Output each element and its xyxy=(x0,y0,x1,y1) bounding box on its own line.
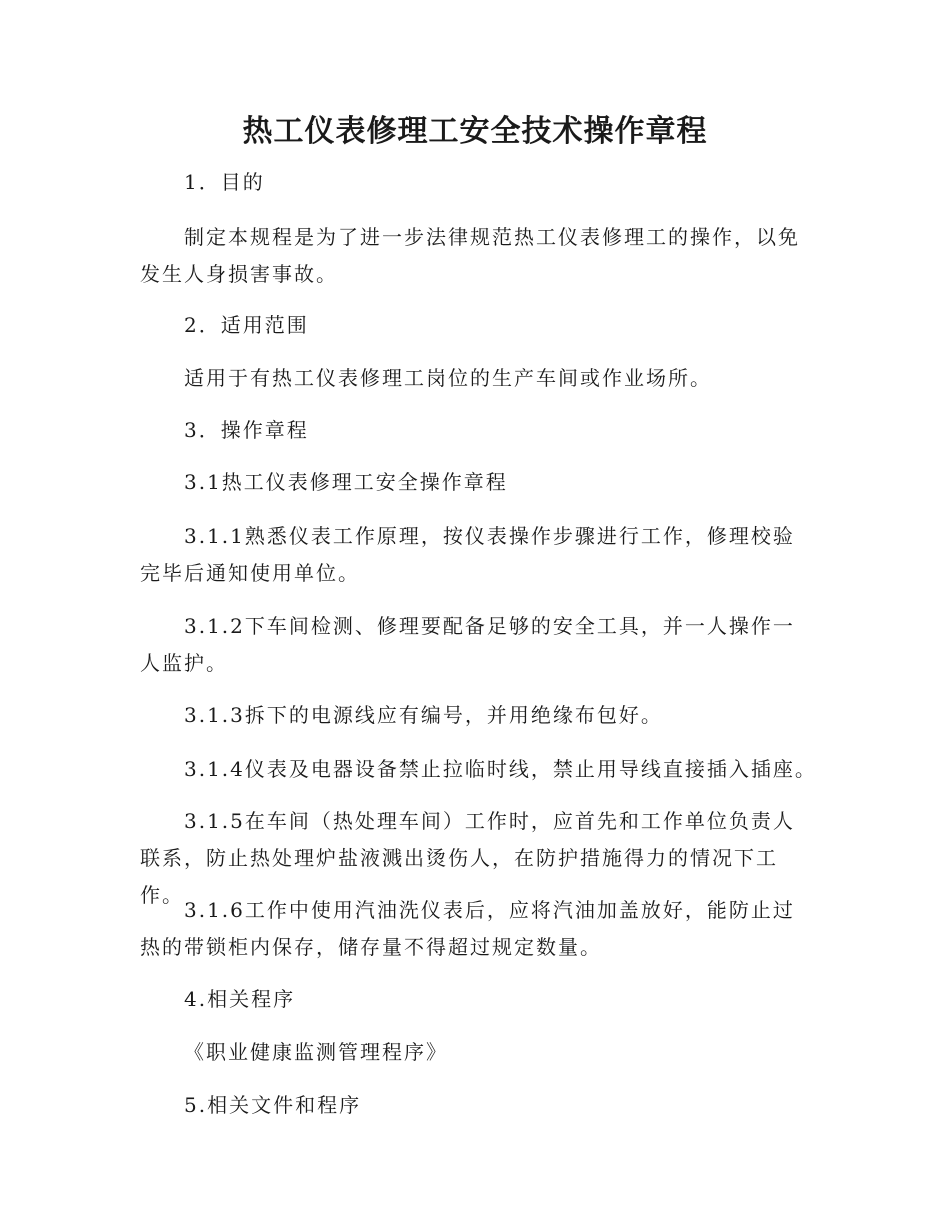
related-procedure-item: 《职业健康监测管理程序》 xyxy=(184,1040,448,1064)
clause-3-1-2: 3.1.2下车间检测、修理要配备足够的安全工具，并一人操作一人监护。 xyxy=(140,614,795,675)
section-heading-related-documents: 5.相关文件和程序 xyxy=(184,1093,362,1117)
clause-3-1-3: 3.1.3拆下的电源线应有编号，并用绝缘布包好。 xyxy=(184,703,663,727)
subsection-heading-3-1: 3.1热工仪表修理工安全操作章程 xyxy=(184,470,508,494)
section-heading-related-procedures: 4.相关程序 xyxy=(184,987,296,1011)
clause-3-1-5: 3.1.5在车间（热处理车间）工作时，应首先和工作单位负责人联系，防止热处理炉盐液溅出烫伤人，在防护措施得力的情况下工作。 xyxy=(140,809,795,907)
section-heading-purpose: 1．目的 xyxy=(184,170,265,194)
paragraph-purpose: 制定本规程是为了进一步法律规范热工仪表修理工的操作，以免发生人身损害事故。 xyxy=(140,225,800,286)
clause-3-1-4: 3.1.4仪表及电器设备禁止拉临时线，禁止用导线直接插入插座。 xyxy=(184,757,817,781)
paragraph-scope: 适用于有热工仪表修理工岗位的生产车间或作业场所。 xyxy=(184,366,712,390)
clause-3-1-1: 3.1.1熟悉仪表工作原理，按仪表操作步骤进行工作，修理校验完毕后通知使用单位。 xyxy=(140,524,795,585)
document-title: 热工仪表修理工安全技术操作章程 xyxy=(242,114,708,149)
clause-3-1-6: 3.1.6工作中使用汽油洗仪表后，应将汽油加盖放好，能防止过热的带锁柜内保存，储存量不得超过规定数量。 xyxy=(140,898,795,959)
section-heading-scope: 2．适用范围 xyxy=(184,313,309,337)
section-heading-procedure: 3．操作章程 xyxy=(184,418,309,442)
